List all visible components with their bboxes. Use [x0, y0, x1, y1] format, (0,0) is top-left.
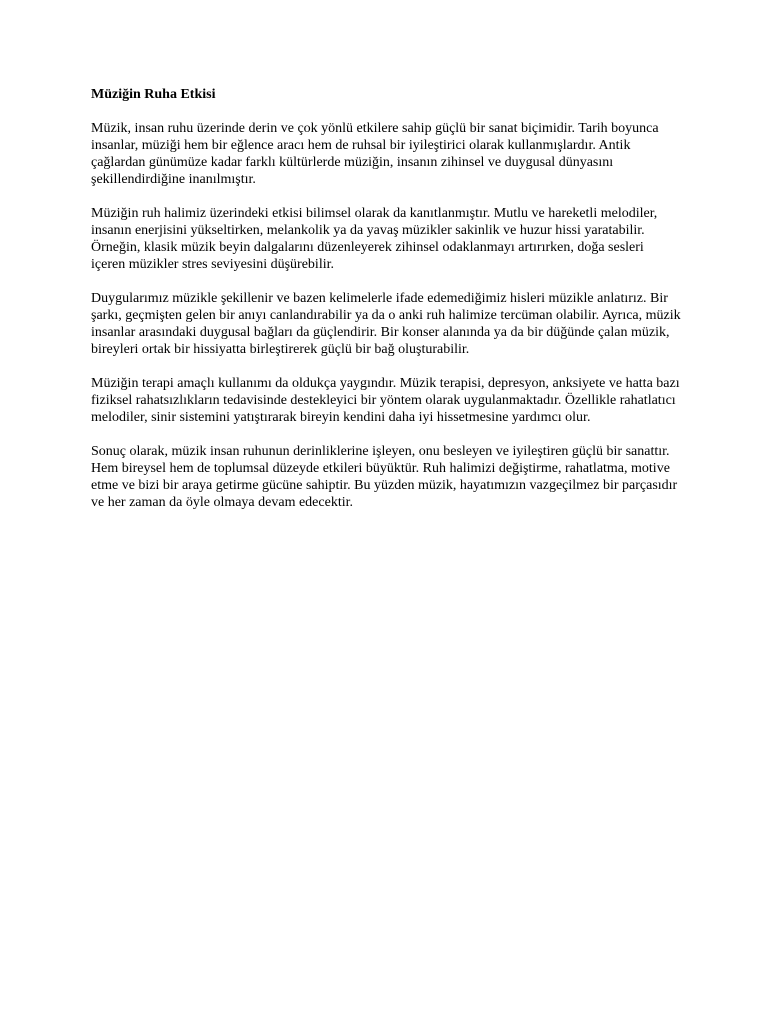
paragraph-conclusion: Sonuç olarak, müzik insan ruhunun derinliklerine işleyen, onu besleyen ve iyileştiren güçlü bir sanattır. Hem bireysel hem de toplumsal düzeyde etkileri büyüktür. Ruh halimizi değiştirme, rahatlatma, motive etme ve bizi bir araya getirme gücüne sahiptir. Bu yüzden müzik, hayatımızın vazgeçilmez bir parçasıdır ve her zaman da öyle olmaya devam edecektir.	[91, 444, 678, 510]
paragraph-therapy: Müziğin terapi amaçlı kullanımı da oldukça yaygındır. Müzik terapisi, depresyon, anksiyete ve hatta bazı fiziksel rahatsızlıkların tedavisinde destekleyici bir yöntem olarak uygulanmaktadır. Özellikle rahatlatıcı melodiler, sinir sistemini yatıştırarak bireyin kendini daha iyi hissetmesine yardımcı olur.	[91, 376, 680, 425]
paragraph-intro: Müzik, insan ruhu üzerinde derin ve çok yönlü etkilere sahip güçlü bir sanat biçimidir. Tarih boyunca insanlar, müziği hem bir eğlence aracı hem de ruhsal bir iyileştirici olarak kullanmışlardır. Antik çağlardan günümüze kadar farklı kültürlerde müziğin, insanın zihinsel ve duygusal dünyasını şekillendirdiğine inanılmıştır.	[91, 121, 659, 187]
document-page	[91, 86, 681, 528]
paragraph-mood-effect: Müziğin ruh halimiz üzerindeki etkisi bilimsel olarak da kanıtlanmıştır. Mutlu ve hareketli melodiler, insanın enerjisini yükseltirken, melankolik ya da yavaş müzikler sakinlik ve huzur hissi yaratabilir. Örneğin, klasik müzik beyin dalgalarını düzenleyerek zihinsel odaklanmayı artırırken, doğa sesleri içeren müzikler stres seviyesini düşürebilir.	[91, 206, 658, 272]
document-title: Müziğin Ruha Etkisi	[91, 87, 216, 102]
paragraph-emotions: Duygularımız müzikle şekillenir ve bazen kelimelerle ifade edemediğimiz hisleri müzikle anlatırız. Bir şarkı, geçmişten gelen bir anıyı canlandırabilir ya da o anki ruh halimize tercüman olabilir. Ayrıca, müzik insanlar arasındaki duygusal bağları da güçlendirir. Bir konser alanında ya da bir düğünde çalan müzik, bireyleri ortak bir hissiyatta birleştirerek güçlü bir bağ oluşturabilir.	[91, 291, 681, 357]
